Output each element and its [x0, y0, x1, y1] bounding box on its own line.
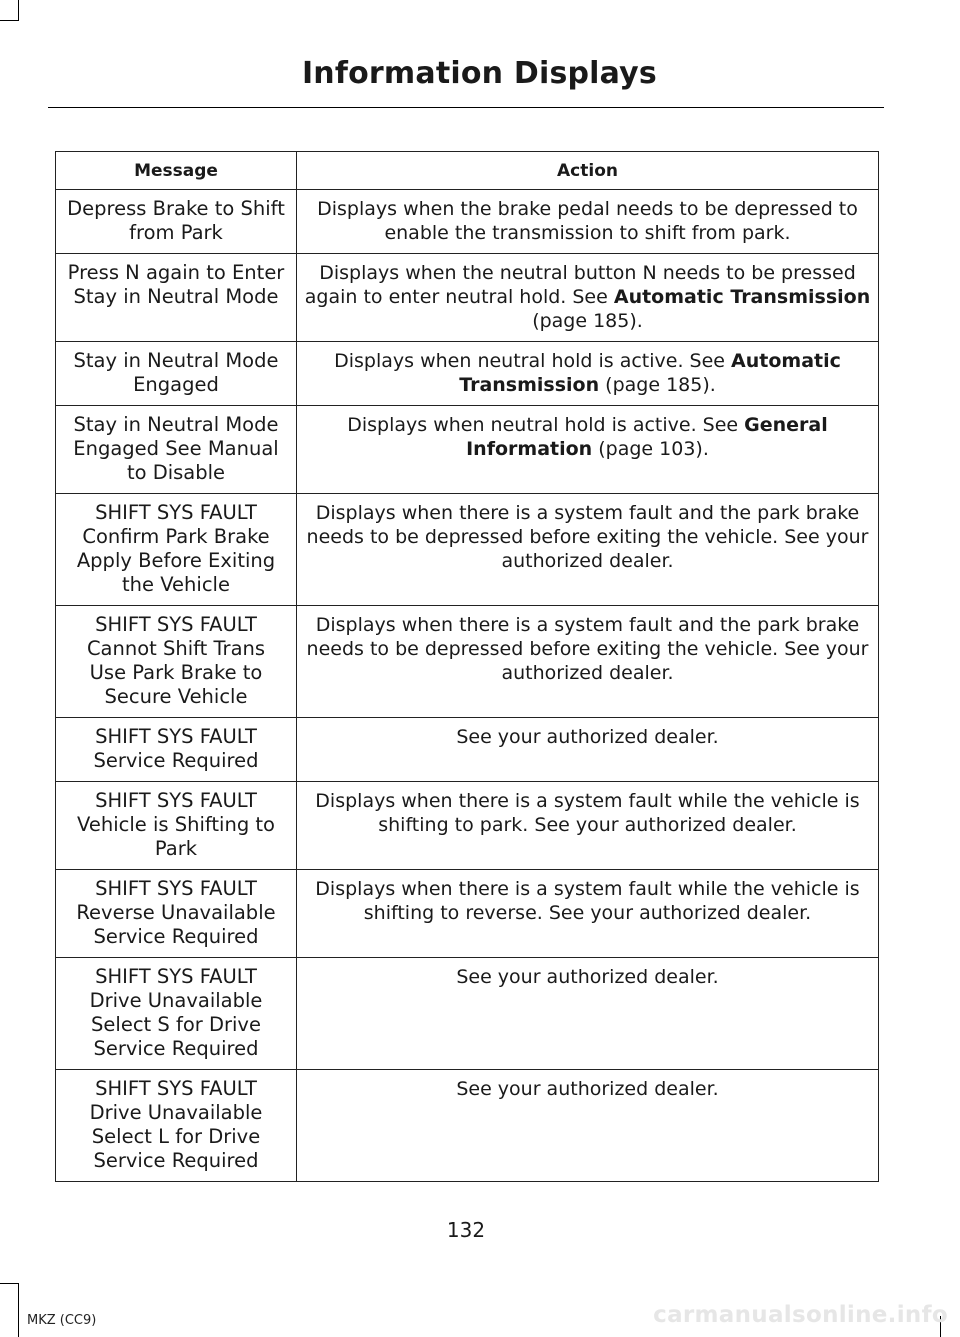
- page-title: Information Displays: [301, 56, 657, 91]
- cross-reference-link: General Information: [466, 414, 828, 460]
- table-row: [56, 606, 879, 718]
- message-cell: SHIFT SYS FAULT Reverse Unavailable Service Required: [56, 870, 297, 958]
- action-cell: See your authorized dealer.: [297, 1070, 879, 1182]
- table-row: [56, 190, 879, 254]
- message-cell: SHIFT SYS FAULT Cannot Shift Trans Use Park Brake to Secure Vehicle: [56, 606, 297, 718]
- action-cell: See your authorized dealer.: [297, 958, 879, 1070]
- message-cell: SHIFT SYS FAULT Vehicle is Shifting to Park: [56, 782, 297, 870]
- table-row: [56, 718, 879, 782]
- message-cell: Press N again to Enter Stay in Neutral Mode: [56, 254, 297, 342]
- message-cell: SHIFT SYS FAULT Service Required: [56, 718, 297, 782]
- table-row: [56, 494, 879, 606]
- message-cell: SHIFT SYS FAULT Drive Unavailable Select L for Drive Service Required: [56, 1070, 297, 1182]
- title-divider: [48, 107, 884, 108]
- table-body: [56, 190, 879, 1182]
- message-cell: Stay in Neutral Mode Engaged See Manual to Disable: [56, 406, 297, 494]
- message-cell: Depress Brake to Shift from Park: [56, 190, 297, 254]
- action-cell: See your authorized dealer.: [297, 718, 879, 782]
- crop-mark: [18, 1283, 19, 1337]
- table-row: [56, 958, 879, 1070]
- page-number: 132: [446, 1218, 486, 1242]
- action-cell: Displays when there is a system fault and the park brake needs to be depressed before exiting the vehicle. See your authorized dealer.: [297, 494, 879, 606]
- table-row: [56, 342, 879, 406]
- table-row: [56, 782, 879, 870]
- action-cell: Displays when the neutral button N needs to be pressed again to enter neutral hold. See Automatic Transmission (page 185).: [297, 254, 879, 342]
- action-cell: Displays when the brake pedal needs to be depressed to enable the transmission to shift from park.: [297, 190, 879, 254]
- model-code: MKZ (CC9): [27, 1313, 97, 1328]
- cross-reference-link: Automatic Transmission: [459, 350, 841, 396]
- message-cell: SHIFT SYS FAULT Confirm Park Brake Apply Before Exiting the Vehicle: [56, 494, 297, 606]
- cross-reference-link: Automatic Transmission: [613, 286, 871, 308]
- table-row: [56, 870, 879, 958]
- action-cell: Displays when neutral hold is active. See General Information (page 103).: [297, 406, 879, 494]
- crop-mark: [0, 1283, 18, 1284]
- table-row: [56, 254, 879, 342]
- table-row: [56, 1070, 879, 1182]
- message-cell: SHIFT SYS FAULT Drive Unavailable Select S for Drive Service Required: [56, 958, 297, 1070]
- message-cell: Stay in Neutral Mode Engaged: [56, 342, 297, 406]
- action-cell: Displays when there is a system fault and the park brake needs to be depressed before exiting the vehicle. See your authorized dealer.: [297, 606, 879, 718]
- column-header-message: Message: [56, 152, 297, 190]
- crop-mark: [18, 0, 19, 21]
- message-table: [55, 151, 879, 1182]
- table-row: [56, 406, 879, 494]
- watermark: carmanualsonline.info: [653, 1302, 948, 1328]
- action-cell: Displays when neutral hold is active. See Automatic Transmission (page 185).: [297, 342, 879, 406]
- crop-mark: [0, 20, 18, 21]
- column-header-action: Action: [297, 152, 879, 190]
- action-cell: Displays when there is a system fault while the vehicle is shifting to park. See your authorized dealer.: [297, 782, 879, 870]
- table-header-row: [56, 152, 879, 190]
- action-cell: Displays when there is a system fault while the vehicle is shifting to reverse. See your authorized dealer.: [297, 870, 879, 958]
